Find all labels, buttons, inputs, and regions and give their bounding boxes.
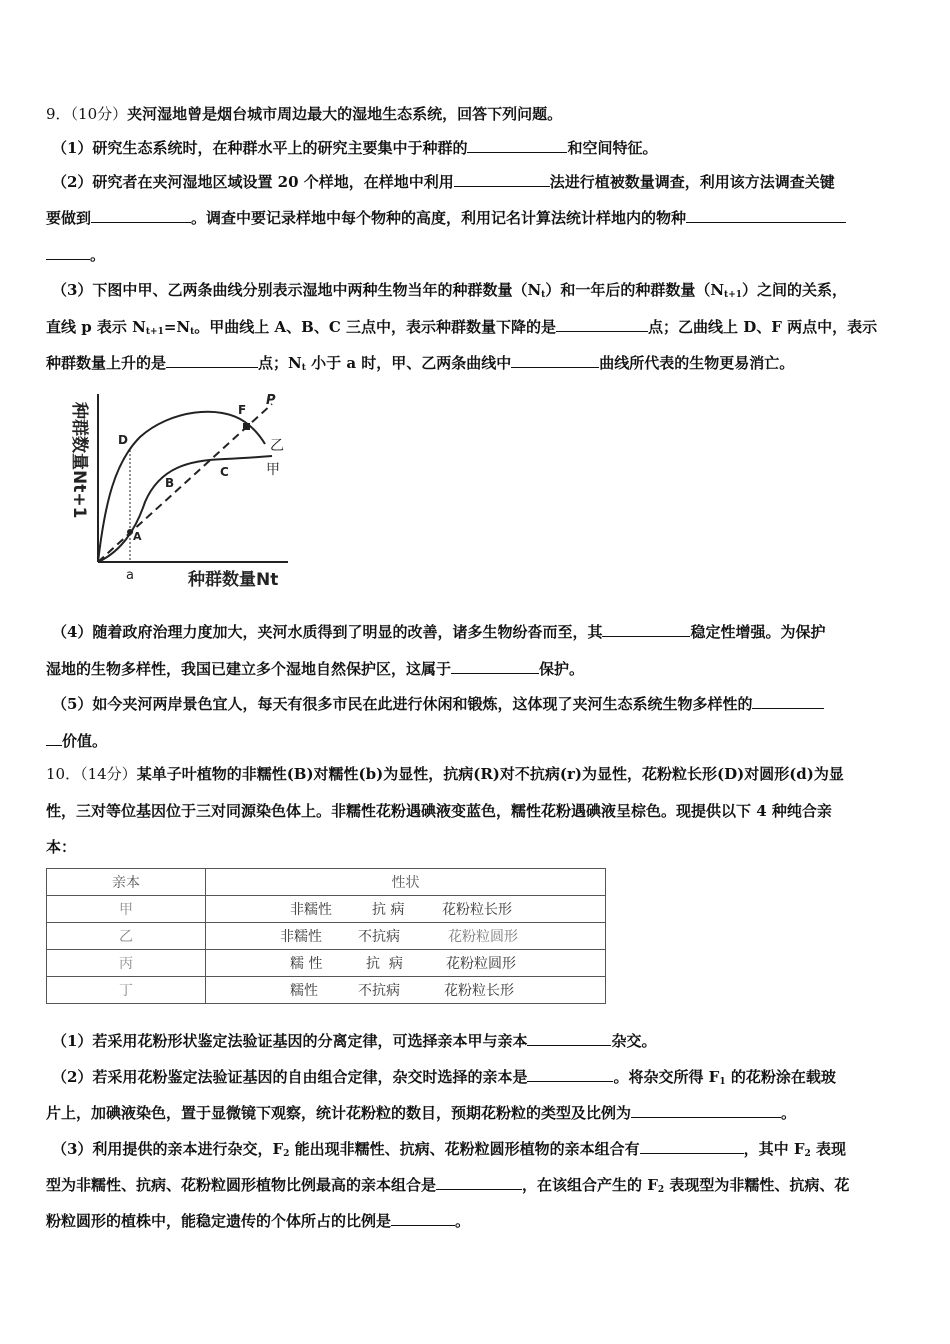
- subscript: t+1: [145, 327, 164, 337]
- label-a: a: [126, 568, 134, 583]
- trait-2: 不抗病: [358, 929, 400, 945]
- q9-part3-line2: [46, 316, 908, 337]
- trait-2: 抗 病: [366, 956, 403, 972]
- q9-part2-line2: [46, 207, 908, 228]
- q10-p3-text-g: 表现型为非糯性、抗病、花: [664, 1176, 850, 1194]
- q9-score: （10分）: [70, 105, 128, 123]
- curve-jia: [98, 456, 272, 562]
- q10-p1-text-a: （1）若采用花粉形状鉴定法验证基因的分离定律，可选择亲本甲与亲本: [52, 1032, 528, 1050]
- label-D: D: [118, 433, 128, 447]
- q9-p3-text-i: 点；N: [258, 354, 302, 372]
- q10-stem-text-2: 性，三对等位基因位于三对同源染色体上。非糯性花粉遇碘液变蓝色，糯性花粉遇碘液呈棕色。现提供以下 4 种纯合亲: [46, 802, 832, 820]
- label-F: F: [238, 403, 247, 417]
- subscript: 2: [283, 1149, 290, 1159]
- q10-p3-text-f: ，在该组合产生的 F: [522, 1176, 658, 1194]
- label-jia: 甲: [266, 462, 280, 478]
- table-cell-parent: 丁: [47, 977, 206, 1004]
- trait-1: 糯性: [290, 983, 318, 999]
- q9-p3-text-a: （3）下图中甲、乙两条曲线分别表示湿地中两种生物当年的种群数量（N: [52, 281, 542, 299]
- label-C: C: [220, 465, 229, 479]
- table-cell-traits: [206, 950, 606, 977]
- q10-p2-text-d: 片上，加碘液染色，置于显微镜下观察，统计花粉粒的数目，预期花粉粒的类型及比例为: [46, 1104, 632, 1122]
- q9-p3-text-j: 小于 a 时，甲、乙两条曲线中: [305, 354, 512, 372]
- q9-p3-text-h: 种群数量上升的是: [46, 354, 167, 372]
- q9-part5-line1: [52, 693, 914, 714]
- q10-stem-line1: [46, 764, 908, 784]
- q9-part3-line1: [52, 280, 914, 300]
- q9-stem: [46, 104, 908, 124]
- trait-1: 非糯性: [280, 929, 322, 945]
- q10-p2-text-a: （2）若采用花粉鉴定法验证基因的自由组合定律，杂交时选择的亲本是: [52, 1068, 528, 1086]
- trait-3: 花粉粒长形: [444, 983, 514, 999]
- q9-p5-text-b: 价值。: [62, 732, 108, 750]
- table-row: [47, 977, 606, 1004]
- answer-blank[interactable]: [686, 207, 846, 223]
- q9-p4-text-a: （4）随着政府治理力度加大，夹河水质得到了明显的改善，诸多生物纷沓而至，其: [52, 623, 603, 641]
- q9-p2-text: （2）研究者在夹河湿地区域设置 20 个样地，在样地中利用: [52, 173, 454, 191]
- answer-blank[interactable]: [436, 1174, 522, 1190]
- q10-part2-line2: [46, 1102, 908, 1123]
- table-cell-parent: 甲: [47, 896, 206, 923]
- table-cell-parent: 丙: [47, 950, 206, 977]
- q9-part5-line2: [46, 730, 908, 751]
- answer-blank[interactable]: [527, 1030, 611, 1046]
- q9-p1-text-end: 和空间特征。: [567, 139, 658, 157]
- q9-part2-line1: [52, 171, 914, 192]
- q9-p2-text-d: 。调查中要记录样地中每个物种的高度，利用记名计算法统计样地内的物种: [191, 209, 687, 227]
- trait-1: 非糯性: [290, 902, 332, 918]
- q10-part3-line3: [46, 1210, 908, 1231]
- answer-blank[interactable]: [451, 658, 539, 674]
- q10-part1: [52, 1030, 914, 1051]
- q9-p3-text-d: 直线 p 表示 N: [46, 318, 146, 336]
- q10-stem-line3: [46, 837, 908, 857]
- q10-p3-text-e: 型为非糯性、抗病、花粉粒圆形植物比例最高的亲本组合是: [46, 1176, 437, 1194]
- table-cell-traits: [206, 923, 606, 950]
- q9-part2-line3: [46, 244, 908, 265]
- table-header-parent: 亲本: [47, 869, 206, 896]
- q10-p3-text-d: 表现: [810, 1140, 846, 1158]
- subscript: 2: [657, 1185, 665, 1195]
- parents-table: [46, 868, 606, 1004]
- table-row: [47, 950, 606, 977]
- subscript: t+1: [724, 290, 743, 300]
- q10-stem-text-3: 本：: [46, 838, 77, 856]
- q9-p4-text-b: 稳定性增强。为保护: [690, 623, 826, 641]
- answer-blank[interactable]: [511, 352, 599, 368]
- q9-part4-line2: [46, 658, 908, 679]
- q10-p3-text-a: （3）利用提供的亲本进行杂交，F: [52, 1140, 284, 1158]
- q10-p2-text-c: 的花粉涂在载玻: [725, 1068, 836, 1086]
- answer-blank[interactable]: [602, 621, 690, 637]
- trait-3: 花粉粒圆形: [448, 929, 518, 945]
- trait-1: 糯 性: [290, 956, 323, 972]
- q9-p3-text-e: =N: [163, 318, 191, 336]
- trait-3: 花粉粒长形: [442, 902, 512, 918]
- label-B: B: [165, 476, 175, 490]
- q9-p4-text-c: 湿地的生物多样性，我国已建立多个湿地自然保护区，这属于: [46, 660, 452, 678]
- answer-blank[interactable]: [46, 244, 90, 260]
- q10-p3-text-c: ，其中 F: [743, 1140, 805, 1158]
- trait-2: 抗 病: [372, 902, 405, 918]
- q10-p1-text-b: 杂交。: [611, 1032, 657, 1050]
- label-p: P: [266, 393, 276, 408]
- q10-number: 10．: [46, 765, 81, 783]
- answer-blank[interactable]: [46, 730, 62, 746]
- answer-blank[interactable]: [631, 1102, 781, 1118]
- q9-number: 9．: [46, 105, 71, 123]
- q9-p1-text: （1）研究生态系统时，在种群水平上的研究主要集中于种群的: [52, 139, 468, 157]
- answer-blank[interactable]: [454, 171, 550, 187]
- q10-p3-text-h: 粉粒圆形的植株中，能稳定遗传的个体所占的比例是: [46, 1212, 392, 1230]
- table-header-trait: 性状: [206, 869, 606, 896]
- q9-p2-text-e: 。: [90, 246, 106, 264]
- x-axis-label: 种群数量Nt: [188, 570, 279, 590]
- subscript: t: [541, 290, 546, 300]
- subscript: 2: [804, 1149, 811, 1159]
- answer-blank[interactable]: [527, 1066, 613, 1082]
- answer-blank[interactable]: [556, 316, 648, 332]
- q10-p3-text-i: 。: [455, 1212, 471, 1230]
- subscript: t: [190, 327, 195, 337]
- table-cell-parent: 乙: [47, 923, 206, 950]
- table-cell-traits: [206, 977, 606, 1004]
- q10-part3-line1: [52, 1138, 914, 1159]
- q9-p3-text-g: 点；乙曲线上 D、F 两点中，表示: [648, 318, 878, 336]
- table-row: [47, 923, 606, 950]
- q9-p3-text-f: 。甲曲线上 A、B、C 三点中，表示种群数量下降的是: [194, 318, 556, 336]
- q10-p3-text-b: 能出现非糯性、抗病、花粉粒圆形植物的亲本组合有: [289, 1140, 640, 1158]
- q10-part3-line2: [46, 1174, 908, 1195]
- answer-blank[interactable]: [752, 693, 824, 709]
- q10-p2-text-b: 。将杂交所得 F: [613, 1068, 720, 1086]
- q9-part1: [52, 137, 914, 158]
- q10-part2-line1: [52, 1066, 914, 1087]
- q9-p5-text-a: （5）如今夹河两岸景色宜人，每天有很多市民在此进行休闲和锻炼，这体现了夹河生态系统生物多样性的: [52, 695, 753, 713]
- population-graph: [60, 392, 320, 592]
- q9-p3-text-k: 曲线所代表的生物更易消亡。: [599, 354, 795, 372]
- answer-blank[interactable]: [467, 137, 567, 153]
- subscript: t: [301, 363, 306, 373]
- q9-part3-line3: [46, 352, 908, 373]
- answer-blank[interactable]: [391, 1210, 455, 1226]
- q9-p3-text-c: ）之间的关系，: [742, 281, 848, 299]
- q9-p3-text-b: ）和一年后的种群数量（N: [545, 281, 725, 299]
- point-F: [243, 423, 250, 430]
- q10-stem-line2: [46, 801, 908, 821]
- table-row: [47, 896, 606, 923]
- label-A: A: [133, 530, 142, 543]
- answer-blank[interactable]: [640, 1138, 744, 1154]
- label-yi: 乙: [270, 438, 284, 454]
- q10-stem-text-1: 某单子叶植物的非糯性(B)对糯性(b)为显性，抗病(R)对不抗病(r)为显性，花粉粒长形(D)对圆形(d)为显: [136, 765, 844, 783]
- q9-p2-text-b: 法进行植被数量调查，利用该方法调查关键: [549, 173, 835, 191]
- q9-part4-line1: [52, 621, 914, 642]
- subscript: 1: [719, 1077, 726, 1087]
- y-axis-label: 种群数量Nt+1: [69, 402, 89, 519]
- q9-p4-text-d: 保护。: [539, 660, 585, 678]
- q10-score: （14分）: [80, 765, 137, 783]
- answer-blank[interactable]: [166, 352, 258, 368]
- trait-2: 不抗病: [358, 983, 400, 999]
- table-cell-traits: [206, 896, 606, 923]
- trait-3: 花粉粒圆形: [446, 956, 516, 972]
- answer-blank[interactable]: [91, 207, 191, 223]
- q9-p2-text-c: 要做到: [46, 209, 92, 227]
- q10-p2-text-e: 。: [781, 1104, 797, 1122]
- table-header-row: [47, 869, 606, 896]
- q9-stem-text: 夹河湿地曾是烟台城市周边最大的湿地生态系统，回答下列问题。: [127, 105, 563, 123]
